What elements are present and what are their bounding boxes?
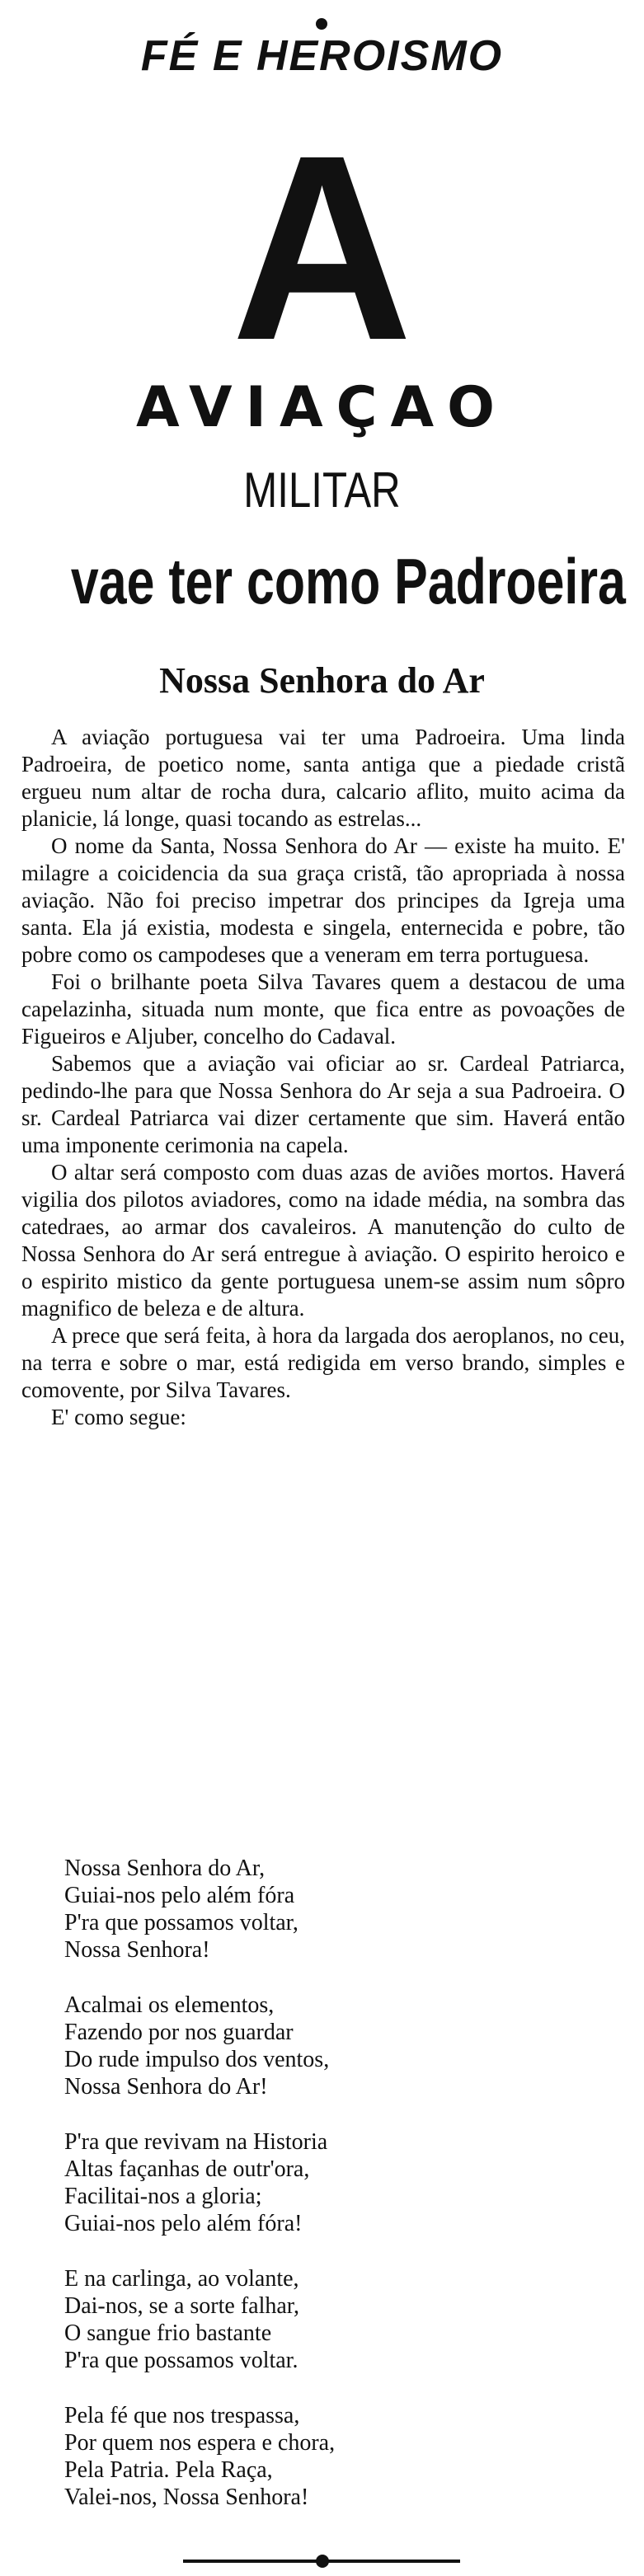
article-paragraph: Sabemos que a aviação vai oficiar ao sr. Cardeal Patriarca, pedindo-lhe para que Nossa Senhora do Ar seja a sua Padroeira. O sr. Cardeal Patriarca vai dizer certamente que sim. Haverá então uma imponente cerimonia na capela. (21, 1051, 625, 1157)
poem-line: Nossa Senhora do Ar, (64, 1856, 266, 1881)
poem (64, 1855, 600, 2539)
ornament-dot-icon (316, 18, 327, 30)
poem-stanza (64, 2128, 600, 2237)
article-paragraph: A aviação portuguesa vai ter uma Padroeira. Uma linda Padroeira, de poetico nome, santa antiga que a piedade cristã ergueu num altar de rocha dura, calcario aflito, muito acima da planicie, lá longe, quasi tocando as estrelas... (21, 725, 625, 831)
poem-line: Facilitai-nos a gloria; (64, 2184, 262, 2209)
poem-line: Guiai-nos pelo além fóra (64, 1883, 295, 1908)
kicker-title: FÉ E HEROISMO (140, 32, 504, 80)
poem-line: Dai-nos, se a sorte falhar, (64, 2293, 299, 2319)
poem-line: Pela fé que nos trespassa, (64, 2403, 300, 2428)
article-paragraph: O nome da Santa, Nossa Senhora do Ar — existe ha muito. E' milagre a coicidencia da sua graça cristã, tão apropriada à nossa aviação. Não foi preciso impetrar dos principes da Igreja uma santa. Ela já existia, modesta e singela, enternecida e pobre, tão pobre como os campodeses que a veneram em terra portuguesa. (21, 833, 625, 967)
poem-stanza (64, 1992, 600, 2100)
article-paragraph: O altar será composto com duas azas de aviões mortos. Haverá vigilia dos pilotos aviadores, como na idade média, na sombra das catedraes, ao armar dos cavaleiros. A manutenção do culto de Nossa Senhora do Ar será entregue à aviação. O espirito heroico e o espirito mistico da gente portuguesa unem-se assim num sôpro magnifico de beleza e de altura. (21, 1160, 625, 1321)
article-body (21, 724, 625, 1431)
subheadline: Nossa Senhora do Ar (159, 660, 485, 701)
poem-line: Nossa Senhora do Ar! (64, 2074, 268, 2100)
poem-stanza (64, 1855, 600, 1964)
poem-line: Acalmai os elementos, (64, 1992, 275, 2018)
article-paragraph: Foi o brilhante poeta Silva Tavares quem a destacou de uma capelazinha, situada num monte, que fica entre as povoações de Figueiros e Aljuber, concelho do Cadaval. (21, 969, 625, 1049)
article-paragraph: A prece que será feita, à hora da largada dos aeroplanos, no ceu, na terra e sobre o mar, está redigida em verso brando, simples e comovente, por Silva Tavares. (21, 1323, 625, 1402)
large-initial-letter: A (231, 100, 413, 395)
poem-line: O sangue frio bastante (64, 2320, 272, 2346)
poem-line: P'ra que possamos voltar, (64, 1910, 298, 1936)
main-headline: vae ter como Padroeira (70, 545, 626, 617)
poem-line: Altas façanhas de outr'ora, (64, 2156, 310, 2182)
poem-line: Fazendo por nos guardar (64, 2020, 294, 2045)
poem-line: E na carlinga, ao volante, (64, 2266, 299, 2292)
poem-line: Do rude impulso dos ventos, (64, 2047, 330, 2072)
poem-stanza (64, 2265, 600, 2374)
article-paragraph: E' como segue: (51, 1405, 186, 1429)
poem-line: Nossa Senhora! (64, 1937, 210, 1963)
poem-line: Valei-nos, Nossa Senhora! (64, 2485, 309, 2510)
poem-line: Por quem nos espera e chora, (64, 2430, 336, 2456)
headline-militar: MILITAR (243, 462, 401, 518)
poem-line: Guiai-nos pelo além fóra! (64, 2211, 303, 2236)
poem-line: P'ra que possamos voltar. (64, 2348, 298, 2373)
poem-line: P'ra que revivam na Historia (64, 2129, 328, 2155)
headline-aviacao: AVIAÇAO (136, 375, 508, 440)
poem-line: Pela Patria. Pela Raça, (64, 2457, 273, 2483)
end-ornament-dot-icon (316, 2555, 329, 2568)
poem-stanza (64, 2402, 600, 2511)
